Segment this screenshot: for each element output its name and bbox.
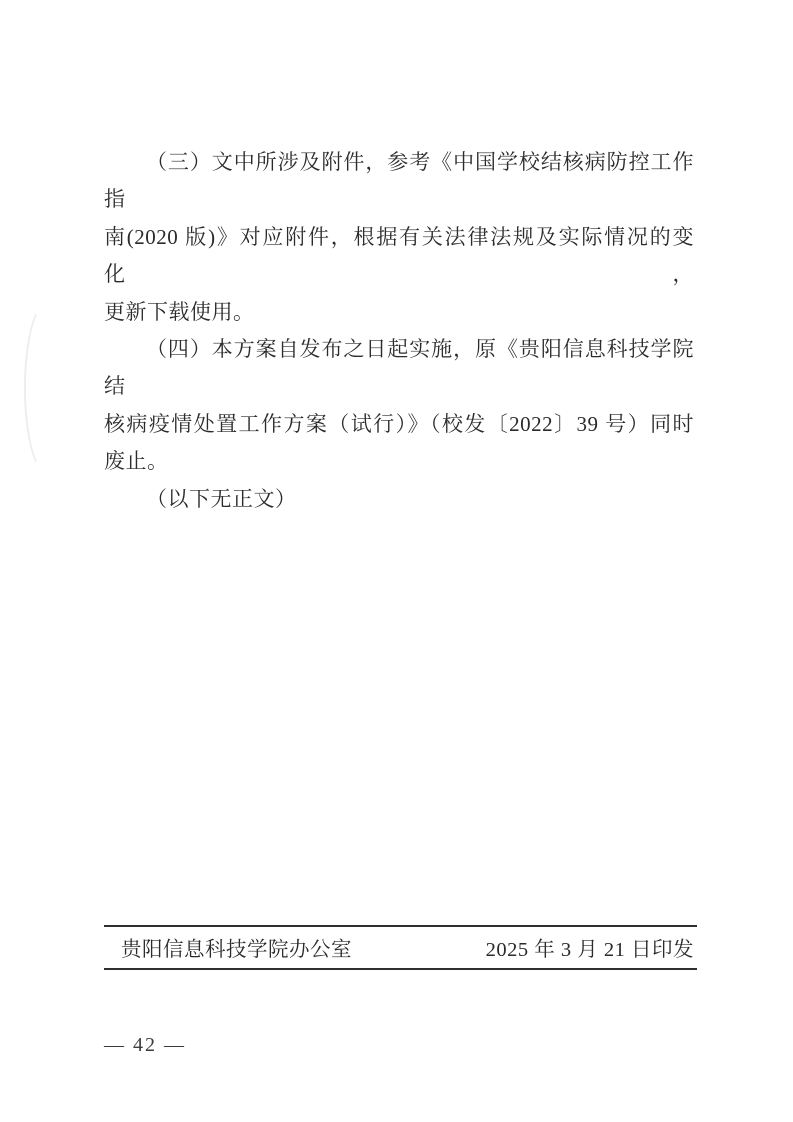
body-line: （以下无正文） [146,486,297,511]
footer-rule-bottom [104,968,697,970]
body-line: 更新下载使用。 [104,299,255,324]
body-line: 废止。 [104,449,169,474]
footer-row [104,932,697,962]
body-line: 核病疫情处置工作方案（试行）》（校发〔2022〕39 号）同时 [104,411,694,436]
body-line: 南(2020 版)》对应附件，根据有关法律法规及实际情况的变化， [104,224,694,287]
body-line: （三）文中所涉及附件，参考《中国学校结核病防控工作指 [104,150,694,212]
document-body [104,144,694,518]
footer-rule-top [104,925,697,927]
footer-issuing-office: 贵阳信息科技学院办公室 [121,939,352,961]
footer-print-date: 2025 年 3 月 21 日印发 [485,939,694,961]
body-line: （四）本方案自发布之日起实施，原《贵阳信息科技学院结 [104,337,694,399]
scan-crease-artifact [24,302,70,474]
page-number: — 42 — [104,1034,186,1056]
